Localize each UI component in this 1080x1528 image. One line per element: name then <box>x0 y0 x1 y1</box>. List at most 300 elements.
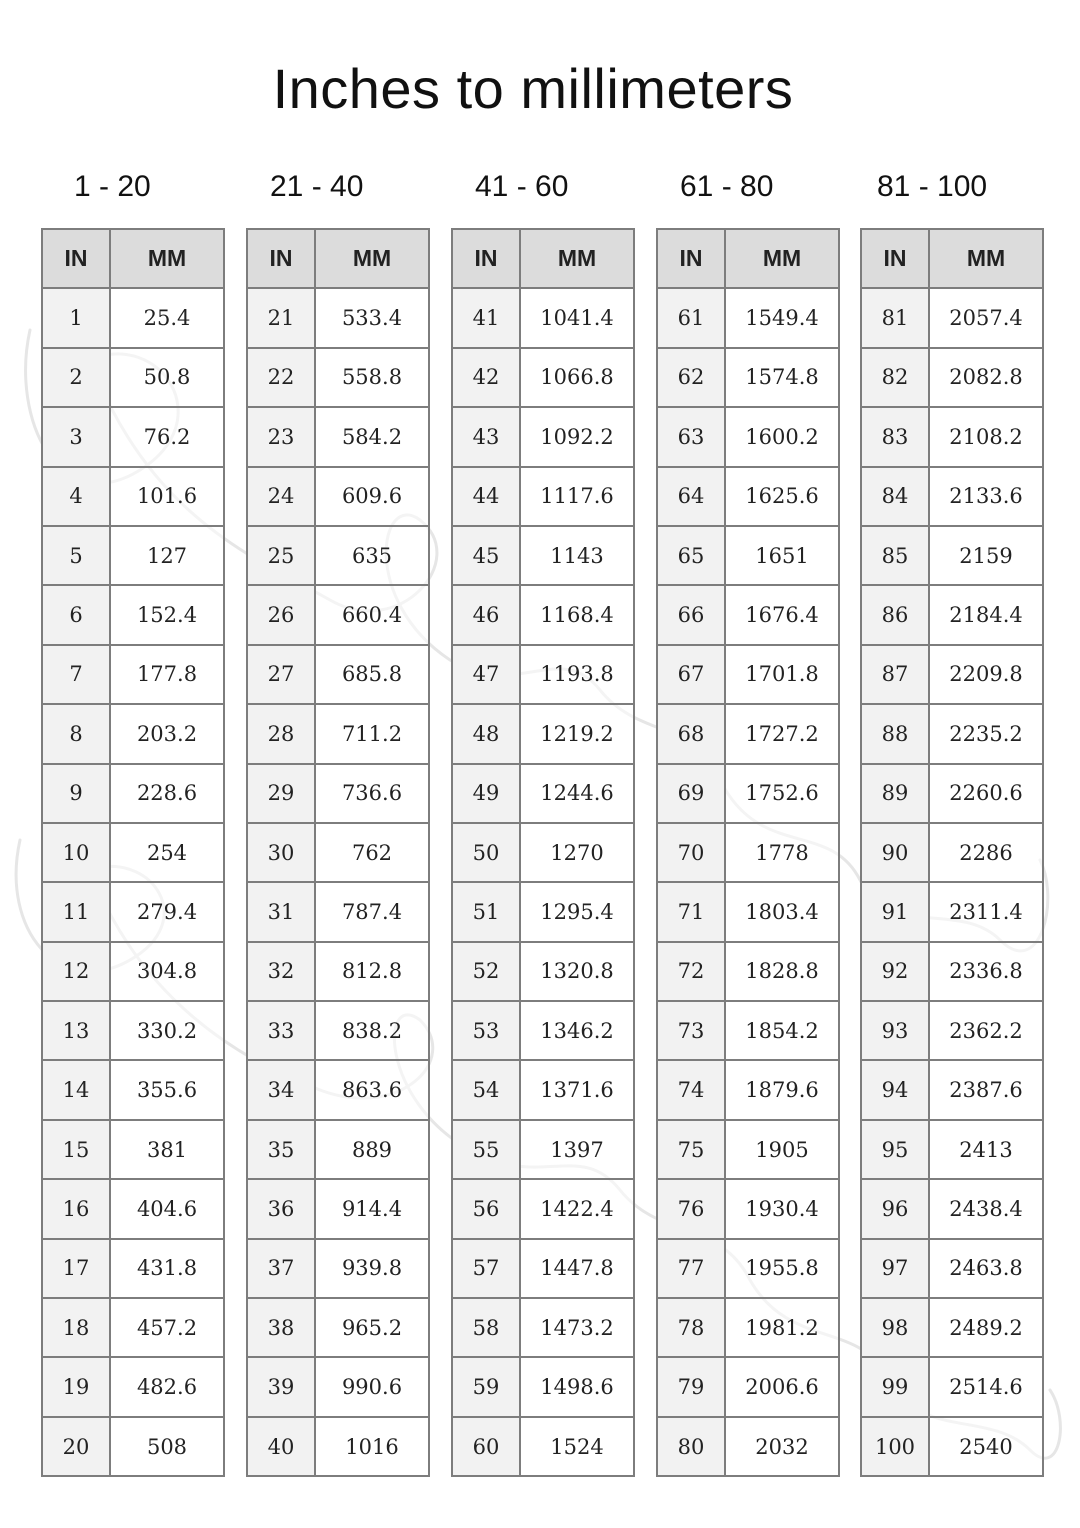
table-row <box>657 882 839 941</box>
inch-cell: 64 <box>657 467 725 526</box>
table-row <box>861 1239 1043 1298</box>
inch-cell: 88 <box>861 704 929 763</box>
inch-cell: 76 <box>657 1179 725 1238</box>
inch-cell: 18 <box>42 1298 110 1357</box>
table-row <box>657 1120 839 1179</box>
inch-cell: 71 <box>657 882 725 941</box>
mm-cell: 1854.2 <box>725 1001 839 1060</box>
mm-cell: 1447.8 <box>520 1239 634 1298</box>
table-row <box>657 704 839 763</box>
mm-cell: 2032 <box>725 1417 839 1476</box>
table-row <box>42 1060 224 1119</box>
mm-cell: 2159 <box>929 526 1043 585</box>
inch-cell: 24 <box>247 467 315 526</box>
inch-cell: 2 <box>42 348 110 407</box>
mm-cell: 404.6 <box>110 1179 224 1238</box>
inch-cell: 25 <box>247 526 315 585</box>
table-row <box>452 1239 634 1298</box>
column-header-mm: MM <box>110 229 224 288</box>
table-row <box>42 1417 224 1476</box>
inch-cell: 61 <box>657 288 725 347</box>
inch-cell: 49 <box>452 764 520 823</box>
inch-cell: 85 <box>861 526 929 585</box>
inch-cell: 84 <box>861 467 929 526</box>
mm-cell: 76.2 <box>110 407 224 466</box>
table-row <box>247 1417 429 1476</box>
table-header-row <box>657 229 839 288</box>
mm-cell: 228.6 <box>110 764 224 823</box>
inch-cell: 27 <box>247 645 315 704</box>
table-row <box>247 526 429 585</box>
inch-cell: 79 <box>657 1357 725 1416</box>
inch-cell: 1 <box>42 288 110 347</box>
mm-cell: 2540 <box>929 1417 1043 1476</box>
table-row <box>657 1357 839 1416</box>
inch-cell: 35 <box>247 1120 315 1179</box>
inch-cell: 4 <box>42 467 110 526</box>
inch-cell: 73 <box>657 1001 725 1060</box>
conversion-table <box>656 228 840 1477</box>
inch-cell: 54 <box>452 1060 520 1119</box>
mm-cell: 965.2 <box>315 1298 429 1357</box>
table-row <box>452 467 634 526</box>
mm-cell: 939.8 <box>315 1239 429 1298</box>
inch-cell: 57 <box>452 1239 520 1298</box>
mm-cell: 1270 <box>520 823 634 882</box>
inch-cell: 99 <box>861 1357 929 1416</box>
table-row <box>657 526 839 585</box>
table-row <box>42 407 224 466</box>
mm-cell: 1803.4 <box>725 882 839 941</box>
range-label: 41 - 60 <box>475 170 569 203</box>
table-header-row <box>452 229 634 288</box>
mm-cell: 203.2 <box>110 704 224 763</box>
table-row <box>452 823 634 882</box>
table-row <box>861 1060 1043 1119</box>
inch-cell: 86 <box>861 585 929 644</box>
table-row <box>452 645 634 704</box>
inch-cell: 10 <box>42 823 110 882</box>
inch-cell: 97 <box>861 1239 929 1298</box>
range-label: 61 - 80 <box>680 170 774 203</box>
mm-cell: 2286 <box>929 823 1043 882</box>
inch-cell: 31 <box>247 882 315 941</box>
mm-cell: 1473.2 <box>520 1298 634 1357</box>
inch-cell: 7 <box>42 645 110 704</box>
mm-cell: 1701.8 <box>725 645 839 704</box>
mm-cell: 1727.2 <box>725 704 839 763</box>
inch-cell: 90 <box>861 823 929 882</box>
conversion-table <box>41 228 225 1477</box>
mm-cell: 863.6 <box>315 1060 429 1119</box>
table-row <box>42 1239 224 1298</box>
table-row <box>861 1001 1043 1060</box>
table-row <box>861 407 1043 466</box>
table-row <box>247 942 429 1001</box>
mm-cell: 660.4 <box>315 585 429 644</box>
inch-cell: 40 <box>247 1417 315 1476</box>
mm-cell: 1244.6 <box>520 764 634 823</box>
table-row <box>452 585 634 644</box>
inch-cell: 67 <box>657 645 725 704</box>
mm-cell: 1625.6 <box>725 467 839 526</box>
inch-cell: 39 <box>247 1357 315 1416</box>
table-row <box>861 764 1043 823</box>
inch-cell: 5 <box>42 526 110 585</box>
inch-cell: 74 <box>657 1060 725 1119</box>
table-row <box>42 348 224 407</box>
inch-cell: 98 <box>861 1298 929 1357</box>
column-header-in: IN <box>247 229 315 288</box>
table-row <box>247 645 429 704</box>
table-row <box>657 823 839 882</box>
mm-cell: 1600.2 <box>725 407 839 466</box>
inch-cell: 15 <box>42 1120 110 1179</box>
table-row <box>861 585 1043 644</box>
inch-cell: 53 <box>452 1001 520 1060</box>
table-row <box>657 1298 839 1357</box>
table-row <box>42 764 224 823</box>
mm-cell: 990.6 <box>315 1357 429 1416</box>
mm-cell: 152.4 <box>110 585 224 644</box>
inch-cell: 91 <box>861 882 929 941</box>
table-row <box>247 1001 429 1060</box>
inch-cell: 60 <box>452 1417 520 1476</box>
inch-cell: 80 <box>657 1417 725 1476</box>
conversion-table <box>451 228 635 1477</box>
table-row <box>452 1120 634 1179</box>
inch-cell: 19 <box>42 1357 110 1416</box>
table-row <box>657 942 839 1001</box>
mm-cell: 279.4 <box>110 882 224 941</box>
mm-cell: 1219.2 <box>520 704 634 763</box>
range-label: 81 - 100 <box>877 170 988 203</box>
inch-cell: 100 <box>861 1417 929 1476</box>
inch-cell: 66 <box>657 585 725 644</box>
inch-cell: 33 <box>247 1001 315 1060</box>
table-row <box>42 645 224 704</box>
table-row <box>861 1417 1043 1476</box>
table-row <box>861 1120 1043 1179</box>
inch-cell: 56 <box>452 1179 520 1238</box>
table-row <box>861 288 1043 347</box>
mm-cell: 2260.6 <box>929 764 1043 823</box>
table-row <box>452 1179 634 1238</box>
table-row <box>657 585 839 644</box>
table-row <box>247 467 429 526</box>
mm-cell: 2082.8 <box>929 348 1043 407</box>
table-row <box>247 823 429 882</box>
mm-cell: 2413 <box>929 1120 1043 1179</box>
mm-cell: 2209.8 <box>929 645 1043 704</box>
inch-cell: 44 <box>452 467 520 526</box>
table-row <box>247 1060 429 1119</box>
mm-cell: 1422.4 <box>520 1179 634 1238</box>
table-row <box>42 585 224 644</box>
inch-cell: 43 <box>452 407 520 466</box>
table-row <box>861 1179 1043 1238</box>
inch-cell: 48 <box>452 704 520 763</box>
inch-cell: 77 <box>657 1239 725 1298</box>
inch-cell: 96 <box>861 1179 929 1238</box>
column-header-mm: MM <box>315 229 429 288</box>
table-row <box>42 942 224 1001</box>
mm-cell: 1574.8 <box>725 348 839 407</box>
mm-cell: 330.2 <box>110 1001 224 1060</box>
mm-cell: 1981.2 <box>725 1298 839 1357</box>
inch-cell: 36 <box>247 1179 315 1238</box>
mm-cell: 838.2 <box>315 1001 429 1060</box>
inch-cell: 70 <box>657 823 725 882</box>
mm-cell: 254 <box>110 823 224 882</box>
mm-cell: 1295.4 <box>520 882 634 941</box>
inch-cell: 87 <box>861 645 929 704</box>
table-row <box>861 882 1043 941</box>
table-row <box>452 1357 634 1416</box>
inch-cell: 51 <box>452 882 520 941</box>
mm-cell: 685.8 <box>315 645 429 704</box>
mm-cell: 1320.8 <box>520 942 634 1001</box>
mm-cell: 2108.2 <box>929 407 1043 466</box>
inch-cell: 72 <box>657 942 725 1001</box>
mm-cell: 1828.8 <box>725 942 839 1001</box>
mm-cell: 1168.4 <box>520 585 634 644</box>
inch-cell: 11 <box>42 882 110 941</box>
inch-cell: 58 <box>452 1298 520 1357</box>
table-row <box>452 1001 634 1060</box>
inch-cell: 46 <box>452 585 520 644</box>
table-row <box>247 1239 429 1298</box>
table-row <box>42 288 224 347</box>
mm-cell: 914.4 <box>315 1179 429 1238</box>
table-row <box>657 1001 839 1060</box>
table-row <box>657 348 839 407</box>
mm-cell: 1092.2 <box>520 407 634 466</box>
table-row <box>42 882 224 941</box>
table-row <box>861 1298 1043 1357</box>
inch-cell: 55 <box>452 1120 520 1179</box>
mm-cell: 101.6 <box>110 467 224 526</box>
inch-cell: 32 <box>247 942 315 1001</box>
mm-cell: 1778 <box>725 823 839 882</box>
inch-cell: 82 <box>861 348 929 407</box>
inch-cell: 12 <box>42 942 110 1001</box>
inch-cell: 9 <box>42 764 110 823</box>
inch-cell: 42 <box>452 348 520 407</box>
inch-cell: 69 <box>657 764 725 823</box>
mm-cell: 1930.4 <box>725 1179 839 1238</box>
mm-cell: 50.8 <box>110 348 224 407</box>
mm-cell: 1676.4 <box>725 585 839 644</box>
mm-cell: 1143 <box>520 526 634 585</box>
mm-cell: 2006.6 <box>725 1357 839 1416</box>
mm-cell: 381 <box>110 1120 224 1179</box>
inch-cell: 41 <box>452 288 520 347</box>
mm-cell: 1066.8 <box>520 348 634 407</box>
mm-cell: 2057.4 <box>929 288 1043 347</box>
table-row <box>657 1179 839 1238</box>
table-row <box>452 942 634 1001</box>
table-row <box>42 1298 224 1357</box>
inch-cell: 26 <box>247 585 315 644</box>
table-row <box>861 823 1043 882</box>
inch-cell: 47 <box>452 645 520 704</box>
column-header-in: IN <box>657 229 725 288</box>
table-row <box>42 467 224 526</box>
table-row <box>861 467 1043 526</box>
inch-cell: 29 <box>247 764 315 823</box>
table-row <box>247 1179 429 1238</box>
mm-cell: 431.8 <box>110 1239 224 1298</box>
range-label: 1 - 20 <box>74 170 151 203</box>
inch-cell: 95 <box>861 1120 929 1179</box>
mm-cell: 1371.6 <box>520 1060 634 1119</box>
table-row <box>657 645 839 704</box>
inch-cell: 62 <box>657 348 725 407</box>
inch-cell: 78 <box>657 1298 725 1357</box>
mm-cell: 2463.8 <box>929 1239 1043 1298</box>
mm-cell: 1879.6 <box>725 1060 839 1119</box>
table-row <box>452 882 634 941</box>
mm-cell: 635 <box>315 526 429 585</box>
inch-cell: 38 <box>247 1298 315 1357</box>
table-row <box>861 526 1043 585</box>
mm-cell: 2387.6 <box>929 1060 1043 1119</box>
mm-cell: 2438.4 <box>929 1179 1043 1238</box>
inch-cell: 65 <box>657 526 725 585</box>
mm-cell: 1117.6 <box>520 467 634 526</box>
table-row <box>452 348 634 407</box>
table-row <box>247 407 429 466</box>
table-row <box>861 942 1043 1001</box>
mm-cell: 127 <box>110 526 224 585</box>
conversion-table <box>860 228 1044 1477</box>
table-row <box>247 704 429 763</box>
inch-cell: 21 <box>247 288 315 347</box>
table-row <box>452 704 634 763</box>
table-row <box>42 526 224 585</box>
column-header-mm: MM <box>725 229 839 288</box>
table-row <box>452 764 634 823</box>
mm-cell: 1193.8 <box>520 645 634 704</box>
mm-cell: 584.2 <box>315 407 429 466</box>
mm-cell: 25.4 <box>110 288 224 347</box>
mm-cell: 2311.4 <box>929 882 1043 941</box>
inch-cell: 50 <box>452 823 520 882</box>
inch-cell: 45 <box>452 526 520 585</box>
mm-cell: 2362.2 <box>929 1001 1043 1060</box>
inch-cell: 52 <box>452 942 520 1001</box>
mm-cell: 1397 <box>520 1120 634 1179</box>
table-row <box>861 704 1043 763</box>
table-row <box>452 526 634 585</box>
inch-cell: 37 <box>247 1239 315 1298</box>
table-row <box>247 1357 429 1416</box>
inch-cell: 3 <box>42 407 110 466</box>
table-row <box>452 288 634 347</box>
table-row <box>247 348 429 407</box>
inch-cell: 6 <box>42 585 110 644</box>
table-row <box>452 1298 634 1357</box>
table-row <box>42 704 224 763</box>
table-row <box>452 1060 634 1119</box>
mm-cell: 2184.4 <box>929 585 1043 644</box>
inch-cell: 83 <box>861 407 929 466</box>
range-label: 21 - 40 <box>270 170 364 203</box>
mm-cell: 1905 <box>725 1120 839 1179</box>
mm-cell: 1955.8 <box>725 1239 839 1298</box>
inch-cell: 93 <box>861 1001 929 1060</box>
page-title: Inches to millimeters <box>272 57 794 120</box>
inch-cell: 94 <box>861 1060 929 1119</box>
inch-cell: 92 <box>861 942 929 1001</box>
inch-cell: 23 <box>247 407 315 466</box>
inch-cell: 89 <box>861 764 929 823</box>
table-row <box>657 764 839 823</box>
mm-cell: 2489.2 <box>929 1298 1043 1357</box>
mm-cell: 1498.6 <box>520 1357 634 1416</box>
table-row <box>657 1417 839 1476</box>
inch-cell: 28 <box>247 704 315 763</box>
table-row <box>861 645 1043 704</box>
mm-cell: 889 <box>315 1120 429 1179</box>
table-header-row <box>42 229 224 288</box>
column-header-mm: MM <box>929 229 1043 288</box>
column-header-in: IN <box>42 229 110 288</box>
mm-cell: 1041.4 <box>520 288 634 347</box>
inch-cell: 68 <box>657 704 725 763</box>
table-row <box>861 1357 1043 1416</box>
mm-cell: 2514.6 <box>929 1357 1043 1416</box>
inch-cell: 13 <box>42 1001 110 1060</box>
mm-cell: 533.4 <box>315 288 429 347</box>
table-row <box>657 467 839 526</box>
inch-cell: 14 <box>42 1060 110 1119</box>
inch-cell: 30 <box>247 823 315 882</box>
table-row <box>861 348 1043 407</box>
column-header-in: IN <box>452 229 520 288</box>
inch-cell: 8 <box>42 704 110 763</box>
mm-cell: 762 <box>315 823 429 882</box>
conversion-table <box>246 228 430 1477</box>
mm-cell: 1346.2 <box>520 1001 634 1060</box>
mm-cell: 609.6 <box>315 467 429 526</box>
table-row <box>452 1417 634 1476</box>
mm-cell: 2133.6 <box>929 467 1043 526</box>
mm-cell: 812.8 <box>315 942 429 1001</box>
mm-cell: 736.6 <box>315 764 429 823</box>
inch-cell: 81 <box>861 288 929 347</box>
inch-cell: 22 <box>247 348 315 407</box>
table-row <box>657 1239 839 1298</box>
table-row <box>42 1179 224 1238</box>
mm-cell: 2235.2 <box>929 704 1043 763</box>
inch-cell: 59 <box>452 1357 520 1416</box>
mm-cell: 1752.6 <box>725 764 839 823</box>
table-row <box>42 1001 224 1060</box>
table-row <box>247 1298 429 1357</box>
mm-cell: 1524 <box>520 1417 634 1476</box>
mm-cell: 2336.8 <box>929 942 1043 1001</box>
table-row <box>657 407 839 466</box>
table-row <box>657 1060 839 1119</box>
mm-cell: 1549.4 <box>725 288 839 347</box>
inch-cell: 63 <box>657 407 725 466</box>
table-row <box>42 1357 224 1416</box>
inch-cell: 20 <box>42 1417 110 1476</box>
mm-cell: 558.8 <box>315 348 429 407</box>
table-row <box>247 1120 429 1179</box>
